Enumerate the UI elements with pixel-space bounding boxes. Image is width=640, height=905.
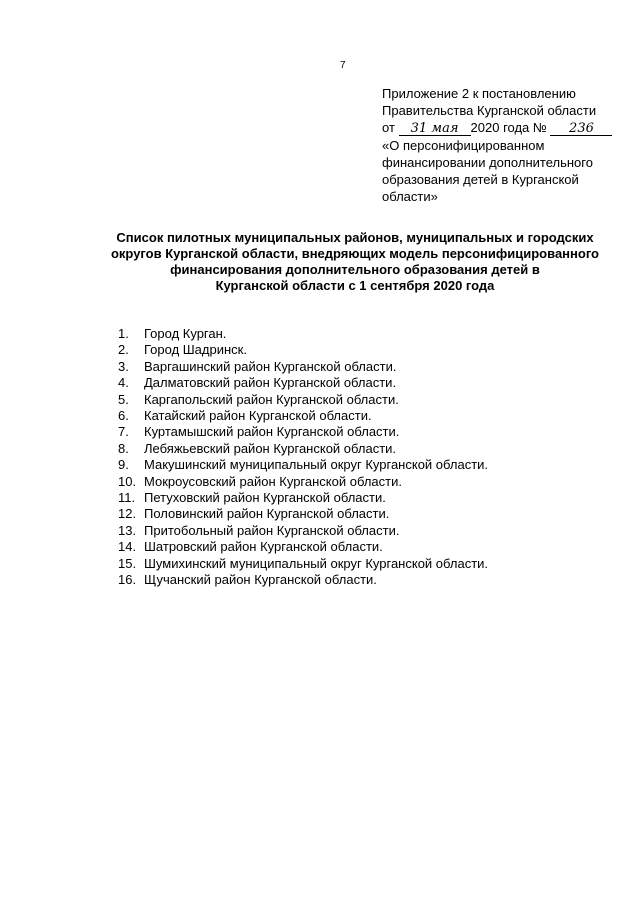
list-item-number: 15. xyxy=(118,555,137,571)
appendix-line-4: «О персонифицированном xyxy=(382,138,545,153)
appendix-line-7: области» xyxy=(382,189,438,204)
list-item xyxy=(118,539,618,555)
list-item-number: 10. xyxy=(118,473,137,489)
list-item-text: Притобольный район Курганской области. xyxy=(144,522,400,538)
list-item-number: 13. xyxy=(118,522,137,538)
list-item-number: 2. xyxy=(118,342,129,358)
title-line-1: Список пилотных муниципальных районов, муниципальных и городских xyxy=(116,230,594,245)
list-item xyxy=(118,490,618,506)
list-item xyxy=(118,408,618,424)
page-number: 7 xyxy=(340,60,346,71)
list-item-text: Каргапольский район Курганской области. xyxy=(144,391,399,407)
list-item-text: Шатровский район Курганской области. xyxy=(144,539,383,555)
list-item-text: Город Шадринск. xyxy=(144,342,247,358)
list-item-text: Петуховский район Курганской области. xyxy=(144,490,386,506)
list-item-text: Варгашинский район Курганской области. xyxy=(144,358,397,374)
list-item-text: Лебяжьевский район Курганской области. xyxy=(144,440,397,456)
appendix-line-1: Приложение 2 к постановлению xyxy=(382,86,576,101)
list-item xyxy=(118,441,618,457)
list-item-number: 4. xyxy=(118,375,129,391)
appendix-line-2: Правительства Курганской области xyxy=(382,103,597,118)
handwritten-date: 31 мая xyxy=(399,120,471,137)
list-item xyxy=(118,326,618,342)
list-item xyxy=(118,392,618,408)
list-item-number: 3. xyxy=(118,358,129,374)
list-item xyxy=(118,457,618,473)
district-list xyxy=(118,326,618,589)
title-line-2: округов Курганской области, внедряющих модель персонифицированного xyxy=(110,246,599,261)
list-item xyxy=(118,506,618,522)
list-item-text: Город Курган. xyxy=(144,326,227,341)
document-title xyxy=(60,230,640,294)
handwritten-number: 236 xyxy=(550,120,612,137)
appendix-header xyxy=(382,85,627,205)
list-item-text: Катайский район Курганской области. xyxy=(144,408,372,424)
list-item-text: Далматовский район Курганской области. xyxy=(144,375,397,391)
list-item-text: Макушинский муниципальный округ Курганской области. xyxy=(144,457,489,473)
list-item-number: 5. xyxy=(118,391,129,407)
list-item xyxy=(118,572,618,588)
from-label: от xyxy=(382,120,395,135)
list-item-text: Куртамышский район Курганской области. xyxy=(144,424,400,440)
list-item-number: 7. xyxy=(118,424,129,440)
list-item xyxy=(118,556,618,572)
list-item xyxy=(118,424,618,440)
list-item-number: 16. xyxy=(118,572,137,588)
list-item xyxy=(118,523,618,539)
list-item-number: 11. xyxy=(118,490,136,506)
list-item-number: 6. xyxy=(118,408,129,424)
list-item-number: 9. xyxy=(118,457,129,473)
list-item-number: 1. xyxy=(118,326,129,341)
year-text: 2020 года № xyxy=(470,120,547,135)
list-item-number: 14. xyxy=(118,539,137,555)
list-item xyxy=(118,474,618,490)
list-item-text: Мокроусовский район Курганской области. xyxy=(144,473,402,489)
appendix-date-line xyxy=(382,119,627,137)
list-item xyxy=(118,342,618,358)
list-item-number: 12. xyxy=(118,506,137,522)
appendix-line-5: финансировании дополнительного xyxy=(382,155,593,170)
title-line-3: финансирования дополнительного образования детей в xyxy=(170,262,540,277)
list-item xyxy=(118,359,618,375)
list-item-number: 8. xyxy=(118,440,129,456)
list-item xyxy=(118,375,618,391)
list-item-text: Шумихинский муниципальный округ Курганской области. xyxy=(144,555,489,571)
list-item-text: Щучанский район Курганской области. xyxy=(144,572,377,588)
appendix-line-6: образования детей в Курганской xyxy=(382,172,579,187)
list-item-text: Половинский район Курганской области. xyxy=(144,506,390,522)
title-line-4: Курганской области с 1 сентября 2020 года xyxy=(215,278,495,293)
